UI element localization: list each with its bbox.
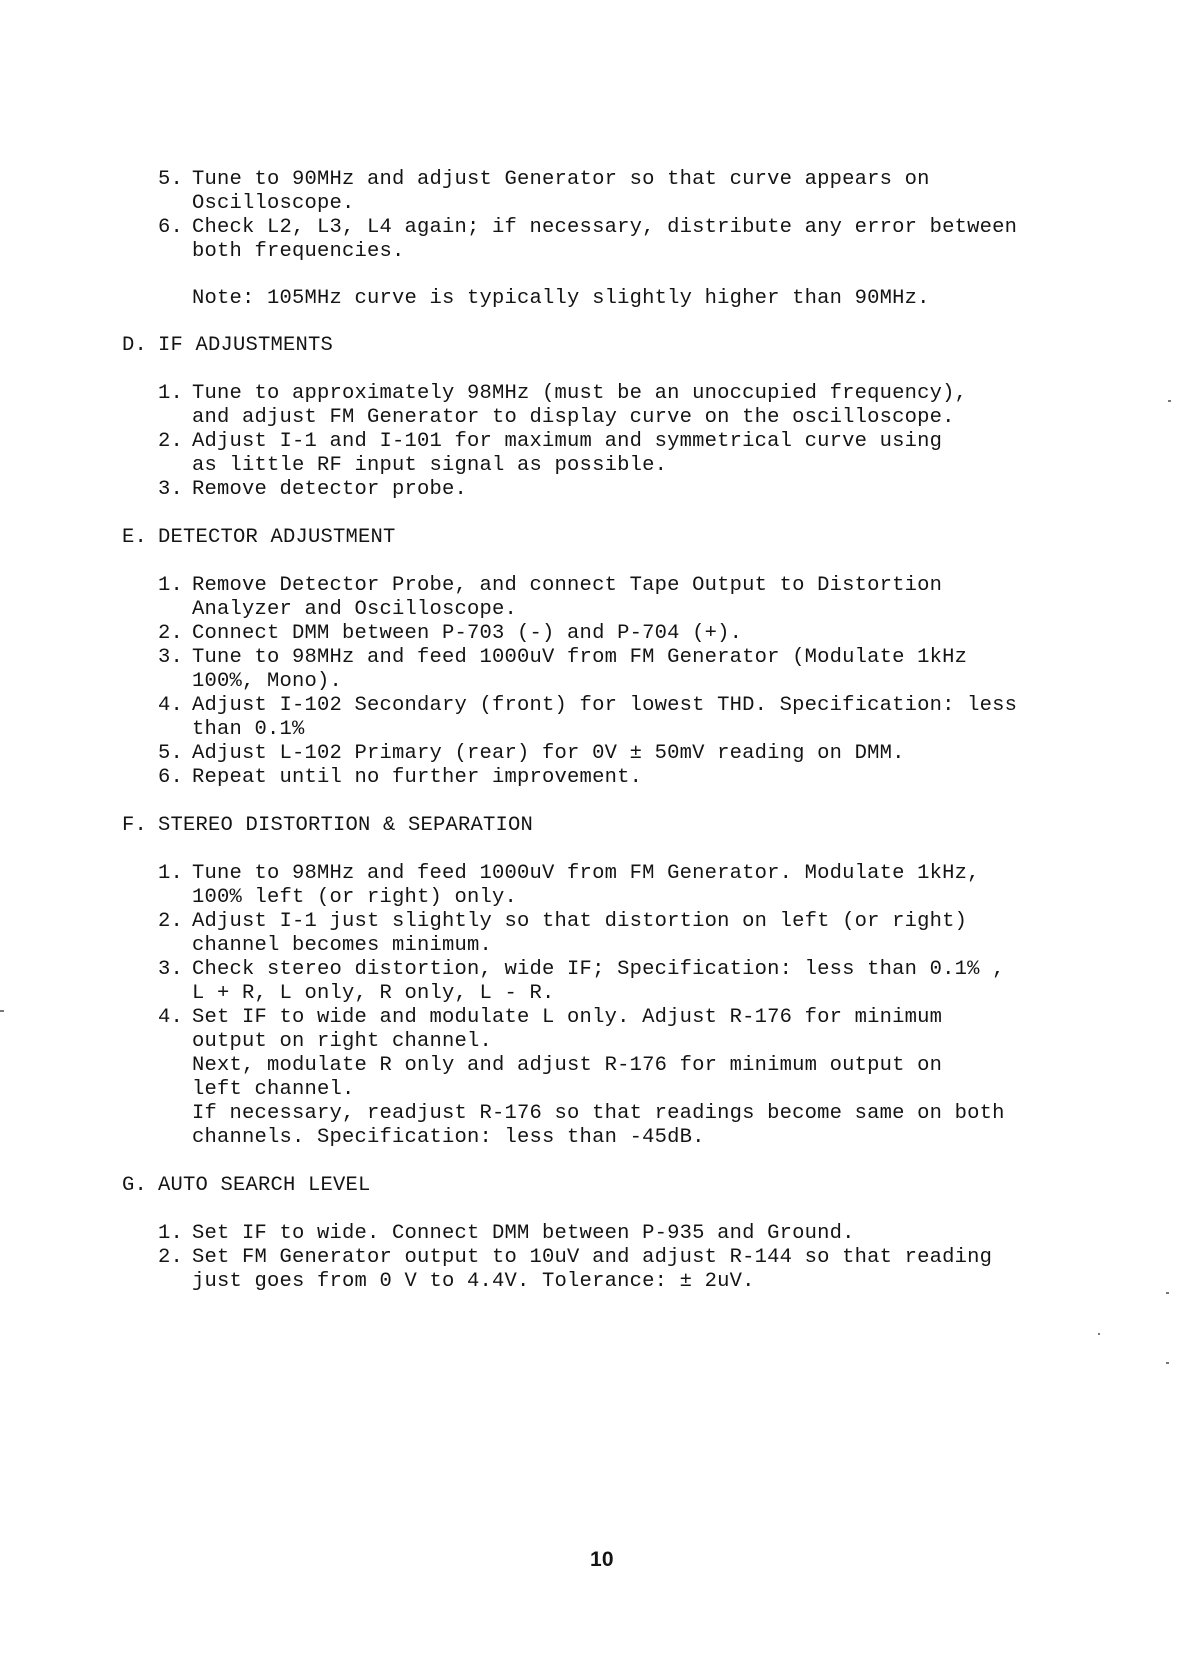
list-number: 2. [158,1246,184,1269]
scan-speck [0,1010,4,1012]
list-item-text: Adjust I-1 just slightly so that distortion on left (or right) [192,910,968,933]
list-item-text: Adjust I-1 and I-101 for maximum and symmetrical curve using [192,430,943,453]
list-number: 2. [158,430,184,453]
list-item-text: Check stereo distortion, wide IF; Specification: less than 0.1% , [192,958,1005,981]
list-item-text: Set IF to wide and modulate L only. Adjust R-176 for minimum [192,1006,943,1029]
scan-speck [1098,1333,1100,1335]
list-item-text: Remove detector probe. [192,478,468,501]
list-item-text: channels. Specification: less than -45dB. [192,1126,705,1149]
list-item-text: than 0.1% [192,718,305,741]
page-number: 10 [590,1548,614,1571]
list-item-text: and adjust FM Generator to display curve on the oscilloscope. [192,406,955,429]
list-item-text: Tune to 90MHz and adjust Generator so that curve appears on [192,168,930,191]
list-item-text: Analyzer and Oscilloscope. [192,598,518,621]
list-item-text: Next, modulate R only and adjust R-176 for minimum output on [192,1054,943,1077]
list-item-text: Connect DMM between P-703 (-) and P-704 (+). [192,622,743,645]
list-item-text: Adjust L-102 Primary (rear) for 0V ± 50mV reading on DMM. [192,742,905,765]
list-number: 1. [158,382,184,405]
list-item-text: both frequencies. [192,240,405,263]
list-number: 2. [158,622,184,645]
list-item-text: left channel. [192,1078,355,1101]
section-heading: DETECTOR ADJUSTMENT [158,526,396,549]
list-item-text: L + R, L only, R only, L - R. [192,982,555,1005]
list-number: 3. [158,478,184,501]
list-item-text: Set IF to wide. Connect DMM between P-935 and Ground. [192,1222,855,1245]
list-item-text: Check L2, L3, L4 again; if necessary, distribute any error between [192,216,1018,239]
list-number: 2. [158,910,184,933]
list-number: 5. [158,168,184,191]
section-letter: E. [122,526,148,549]
list-item-text: 100%, Mono). [192,670,343,693]
list-item-text: Repeat until no further improvement. [192,766,643,789]
list-number: 6. [158,216,184,239]
list-number: 1. [158,1222,184,1245]
list-number: 6. [158,766,184,789]
note-text: Note: 105MHz curve is typically slightly higher than 90MHz. [192,287,930,310]
list-item-text: as little RF input signal as possible. [192,454,668,477]
section-heading: AUTO SEARCH LEVEL [158,1174,371,1197]
section-heading: IF ADJUSTMENTS [158,334,334,357]
list-item-text: Tune to 98MHz and feed 1000uV from FM Generator. Modulate 1kHz, [192,862,980,885]
section-heading: STEREO DISTORTION & SEPARATION [158,814,534,837]
scan-speck [1168,400,1171,402]
list-number: 4. [158,694,184,717]
list-item-text: output on right channel. [192,1030,493,1053]
list-number: 1. [158,574,184,597]
list-item-text: Tune to approximately 98MHz (must be an unoccupied frequency), [192,382,968,405]
section-letter: F. [122,814,148,837]
list-item-text: Set FM Generator output to 10uV and adjust R-144 so that reading [192,1246,993,1269]
scan-speck [1166,1362,1169,1364]
list-item-text: Remove Detector Probe, and connect Tape Output to Distortion [192,574,943,597]
list-number: 1. [158,862,184,885]
section-letter: D. [122,334,148,357]
list-number: 4. [158,1006,184,1029]
list-number: 5. [158,742,184,765]
scan-speck [1166,1292,1169,1294]
list-item-text: If necessary, readjust R-176 so that readings become same on both [192,1102,1005,1125]
list-item-text: just goes from 0 V to 4.4V. Tolerance: ± 2uV. [192,1270,755,1293]
list-number: 3. [158,958,184,981]
list-item-text: Tune to 98MHz and feed 1000uV from FM Generator (Modulate 1kHz [192,646,968,669]
list-number: 3. [158,646,184,669]
list-item-text: Oscilloscope. [192,192,355,215]
list-item-text: channel becomes minimum. [192,934,493,957]
list-item-text: 100% left (or right) only. [192,886,518,909]
section-letter: G. [122,1174,148,1197]
list-item-text: Adjust I-102 Secondary (front) for lowest THD. Specification: less [192,694,1018,717]
